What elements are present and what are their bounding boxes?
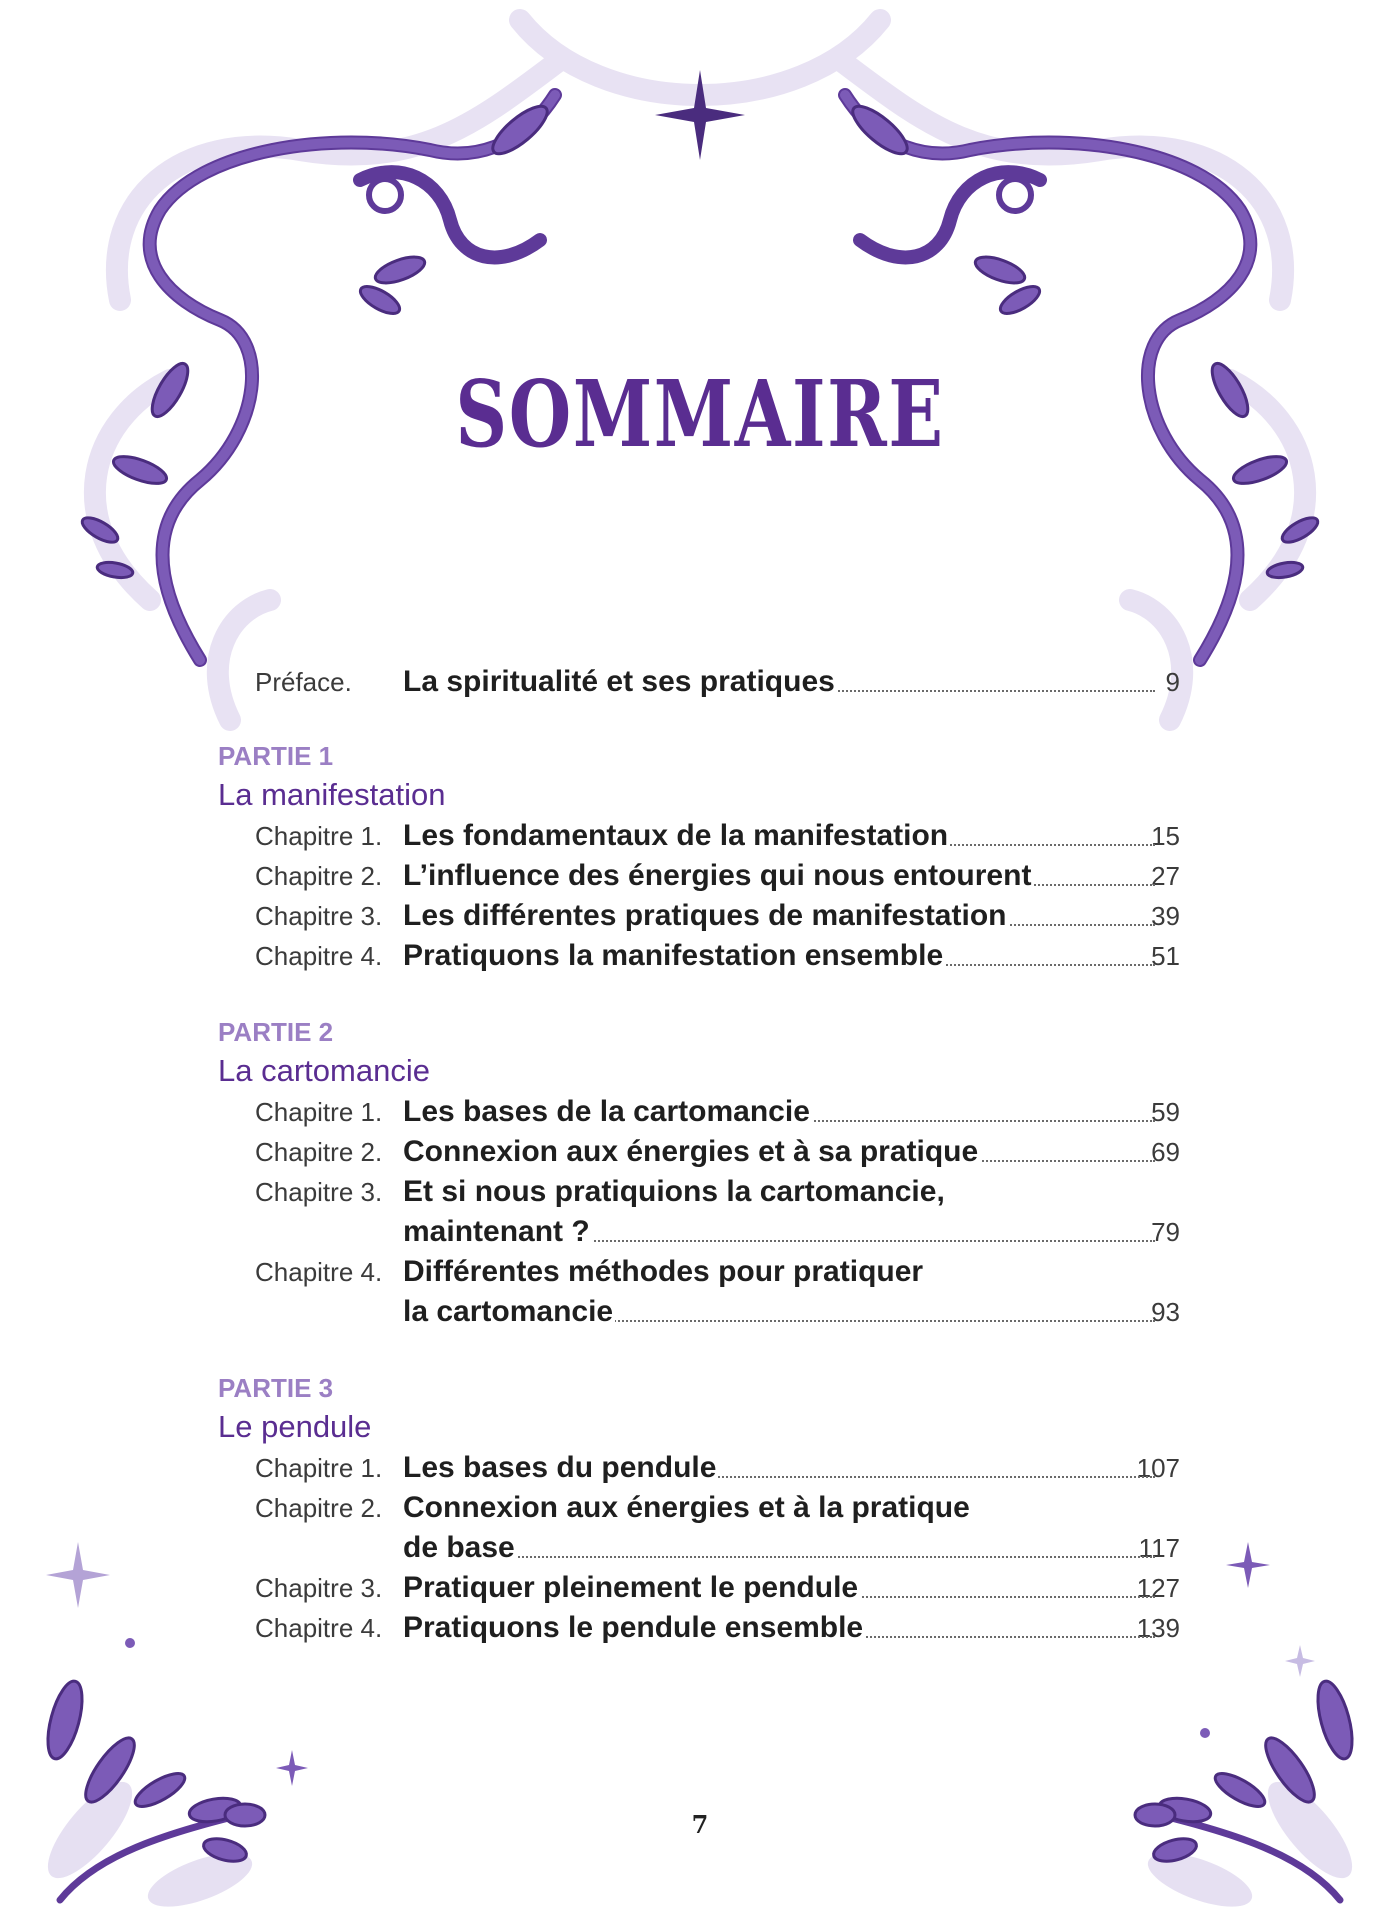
chapter-title: Pratiquons le pendule ensemble: [403, 1608, 865, 1648]
chapter-label: Chapitre 2.: [255, 1137, 383, 1167]
chapter-label: Chapitre 2.: [255, 1493, 383, 1523]
chapter-row[interactable]: [255, 1448, 1180, 1488]
chapter-label: Chapitre 1.: [255, 1097, 383, 1127]
page-ref: 9: [1165, 667, 1180, 697]
preface-label: Préface.: [255, 667, 352, 697]
chapter-row[interactable]: [255, 1092, 1180, 1132]
chapter-label: Chapitre 3.: [255, 1177, 383, 1207]
chapter-label: Chapitre 3.: [255, 901, 383, 931]
chapter-row[interactable]: [255, 1488, 1180, 1528]
page-ref: 59: [1151, 1097, 1180, 1127]
chapter-title: Connexion aux énergies et à la pratique: [403, 1491, 970, 1524]
chapter-title: Pratiquer pleinement le pendule: [403, 1568, 860, 1608]
chapter-label: Chapitre 4.: [255, 1613, 383, 1643]
page-ref: 69: [1151, 1137, 1180, 1167]
chapter-title: Différentes méthodes pour pratiquer: [403, 1255, 924, 1288]
page-ref: 51: [1151, 941, 1180, 971]
page-ref: 27: [1151, 861, 1180, 891]
page-ref: 79: [1151, 1217, 1180, 1247]
chapter-row[interactable]: [255, 1172, 1180, 1212]
chapter-title: Les fondamentaux de la manifestation: [403, 816, 950, 856]
chapter-title-continued: maintenant ?: [403, 1212, 592, 1252]
page-ref: 107: [1136, 1453, 1180, 1483]
star-icon: [655, 70, 745, 160]
page-ref: 139: [1136, 1613, 1180, 1643]
page-number: 7: [691, 1810, 709, 1839]
part-label: PARTIE 2: [218, 1017, 334, 1047]
page-ref: 39: [1151, 901, 1180, 931]
chapter-title: Les bases du pendule: [403, 1448, 718, 1488]
chapter-title-continued: de base: [403, 1528, 517, 1568]
chapter-row-continued[interactable]: [255, 1212, 1180, 1252]
chapter-row-continued[interactable]: [255, 1292, 1180, 1332]
part-title[interactable]: La manifestation: [218, 777, 446, 812]
page-ref: 117: [1138, 1533, 1180, 1563]
chapter-label: Chapitre 4.: [255, 1257, 383, 1287]
chapter-label: Chapitre 2.: [255, 861, 383, 891]
part-title[interactable]: Le pendule: [218, 1409, 372, 1444]
chapter-row[interactable]: [255, 936, 1180, 976]
preface-title: La spiritualité et ses pratiques: [403, 662, 837, 702]
chapter-row[interactable]: [255, 1608, 1180, 1648]
page-title: SOMMAIRE: [455, 360, 945, 468]
chapter-row[interactable]: [255, 856, 1180, 896]
chapter-row-continued[interactable]: [255, 1528, 1180, 1568]
page-ref: 93: [1151, 1297, 1180, 1327]
chapter-title: Les différentes pratiques de manifestation: [403, 896, 1008, 936]
chapter-label: Chapitre 1.: [255, 821, 383, 851]
chapter-row[interactable]: [255, 1252, 1180, 1292]
part-title[interactable]: La cartomancie: [218, 1053, 430, 1088]
chapter-title: Connexion aux énergies et à sa pratique: [403, 1132, 980, 1172]
chapter-label: Chapitre 1.: [255, 1453, 383, 1483]
page-ref: 15: [1151, 821, 1180, 851]
chapter-row[interactable]: [255, 816, 1180, 856]
part-label: PARTIE 1: [218, 741, 334, 771]
chapter-title: L’influence des énergies qui nous entourent: [403, 856, 1033, 896]
preface-row[interactable]: [255, 662, 1180, 702]
chapter-row[interactable]: [255, 896, 1180, 936]
part-label: PARTIE 3: [218, 1373, 334, 1403]
chapter-label: Chapitre 4.: [255, 941, 383, 971]
chapter-title: Et si nous pratiquions la cartomancie,: [403, 1175, 945, 1208]
chapter-title-continued: la cartomancie: [403, 1292, 615, 1332]
page-ref: 127: [1136, 1573, 1180, 1603]
chapter-title: Les bases de la cartomancie: [403, 1092, 812, 1132]
chapter-title: Pratiquons la manifestation ensemble: [403, 936, 945, 976]
chapter-row[interactable]: [255, 1568, 1180, 1608]
chapter-row[interactable]: [255, 1132, 1180, 1172]
chapter-label: Chapitre 3.: [255, 1573, 383, 1603]
